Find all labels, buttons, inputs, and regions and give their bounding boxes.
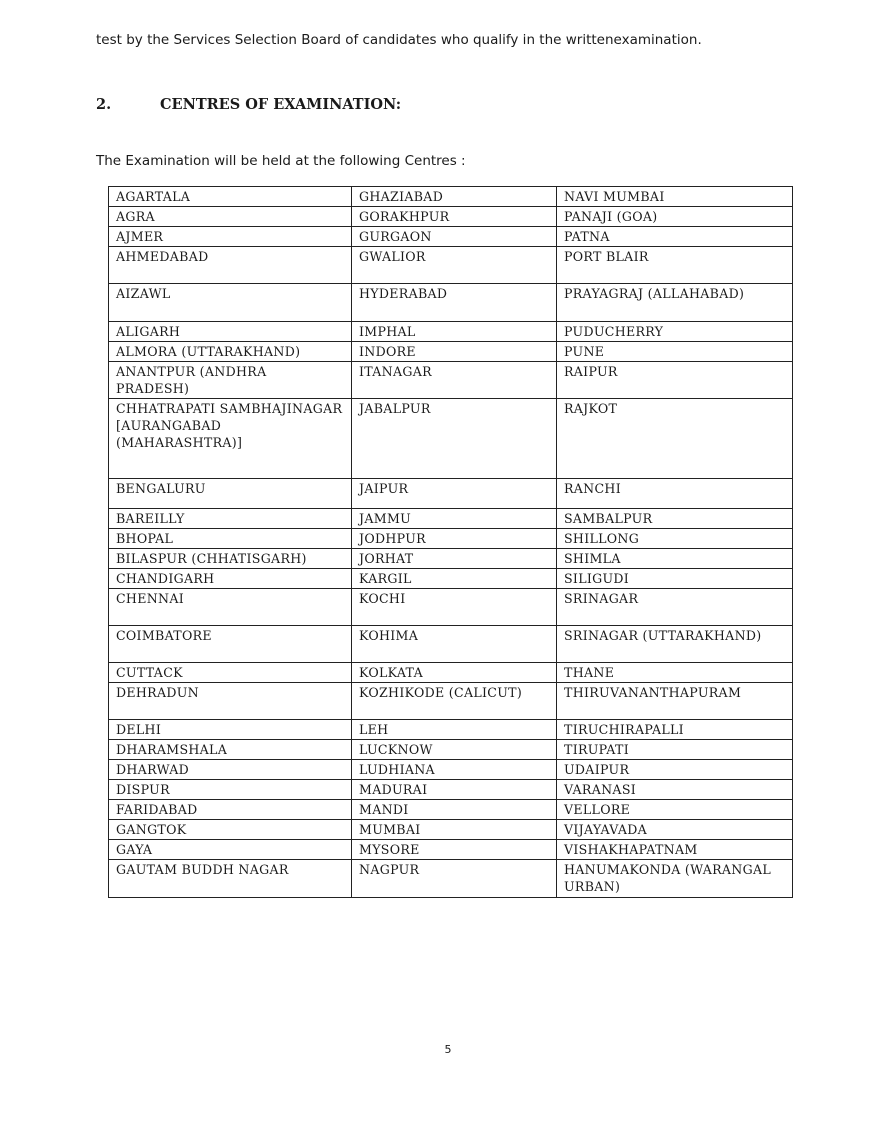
centre-cell: UDAIPUR	[557, 760, 793, 780]
lead-sentence: The Examination will be held at the following Centres :	[96, 153, 466, 169]
intro-paragraph: test by the Services Selection Board of candidates who qualify in the writtenexamination.	[96, 32, 702, 48]
table-row	[109, 509, 793, 529]
centre-cell: THIRUVANANTHAPURAM	[557, 683, 793, 720]
centre-cell: TIRUCHIRAPALLI	[557, 720, 793, 740]
centre-cell: ITANAGAR	[352, 362, 557, 399]
centre-cell: HANUMAKONDA (WARANGAL URBAN)	[557, 860, 793, 898]
centre-cell: NAGPUR	[352, 860, 557, 898]
centre-cell: KOZHIKODE (CALICUT)	[352, 683, 557, 720]
centre-cell: GAYA	[109, 840, 352, 860]
centre-cell: SAMBALPUR	[557, 509, 793, 529]
centre-cell: PUNE	[557, 342, 793, 362]
centre-cell: MUMBAI	[352, 820, 557, 840]
centre-cell: GURGAON	[352, 227, 557, 247]
table-row	[109, 840, 793, 860]
centre-cell: LUDHIANA	[352, 760, 557, 780]
table-row	[109, 589, 793, 626]
centre-cell: KOLKATA	[352, 663, 557, 683]
centre-cell: KARGIL	[352, 569, 557, 589]
centre-cell: ANANTPUR (ANDHRA PRADESH)	[109, 362, 352, 399]
table-row	[109, 780, 793, 800]
table-row	[109, 549, 793, 569]
centre-cell: CHENNAI	[109, 589, 352, 626]
centre-cell: PORT BLAIR	[557, 247, 793, 284]
centres-table	[108, 186, 793, 898]
table-row	[109, 800, 793, 820]
table-row	[109, 207, 793, 227]
centre-cell: GWALIOR	[352, 247, 557, 284]
table-row	[109, 626, 793, 663]
centre-cell: CHANDIGARH	[109, 569, 352, 589]
centre-cell: DHARAMSHALA	[109, 740, 352, 760]
table-row	[109, 720, 793, 740]
centre-cell: VELLORE	[557, 800, 793, 820]
centre-cell: TIRUPATI	[557, 740, 793, 760]
centre-cell: LUCKNOW	[352, 740, 557, 760]
table-row	[109, 740, 793, 760]
table-row	[109, 569, 793, 589]
centre-cell: BAREILLY	[109, 509, 352, 529]
centre-cell: GANGTOK	[109, 820, 352, 840]
centre-cell: RAJKOT	[557, 399, 793, 479]
table-row	[109, 322, 793, 342]
table-row	[109, 683, 793, 720]
section-number: 2.	[96, 96, 112, 113]
centre-cell: SHIMLA	[557, 549, 793, 569]
centre-cell: SRINAGAR (UTTARAKHAND)	[557, 626, 793, 663]
table-row	[109, 820, 793, 840]
centre-cell: BENGALURU	[109, 479, 352, 509]
table-row	[109, 227, 793, 247]
centre-cell: PANAJI (GOA)	[557, 207, 793, 227]
centre-cell: JORHAT	[352, 549, 557, 569]
centre-cell: AIZAWL	[109, 284, 352, 322]
centre-cell: LEH	[352, 720, 557, 740]
centre-cell: MANDI	[352, 800, 557, 820]
centre-cell: KOCHI	[352, 589, 557, 626]
centres-table-body	[109, 187, 793, 898]
section-title: CENTRES OF EXAMINATION:	[160, 96, 402, 113]
centre-cell: JABALPUR	[352, 399, 557, 479]
centre-cell: SHILLONG	[557, 529, 793, 549]
centre-cell: AGRA	[109, 207, 352, 227]
table-row	[109, 284, 793, 322]
table-row	[109, 399, 793, 479]
centre-cell: AGARTALA	[109, 187, 352, 207]
centre-cell: VARANASI	[557, 780, 793, 800]
centre-cell: NAVI MUMBAI	[557, 187, 793, 207]
centre-cell: INDORE	[352, 342, 557, 362]
centre-cell: GHAZIABAD	[352, 187, 557, 207]
table-row	[109, 760, 793, 780]
centre-cell: CUTTACK	[109, 663, 352, 683]
centre-cell: MYSORE	[352, 840, 557, 860]
centre-cell: JAIPUR	[352, 479, 557, 509]
centre-cell: JAMMU	[352, 509, 557, 529]
centre-cell: SRINAGAR	[557, 589, 793, 626]
table-row	[109, 362, 793, 399]
centre-cell: RANCHI	[557, 479, 793, 509]
table-row	[109, 187, 793, 207]
centre-cell: VISHAKHAPATNAM	[557, 840, 793, 860]
centre-cell: GORAKHPUR	[352, 207, 557, 227]
table-row	[109, 529, 793, 549]
table-row	[109, 342, 793, 362]
centre-cell: DEHRADUN	[109, 683, 352, 720]
centre-cell: HYDERABAD	[352, 284, 557, 322]
table-row	[109, 860, 793, 898]
centre-cell: AHMEDABAD	[109, 247, 352, 284]
centre-cell: SILIGUDI	[557, 569, 793, 589]
centre-cell: DHARWAD	[109, 760, 352, 780]
centre-cell: PUDUCHERRY	[557, 322, 793, 342]
centre-cell: GAUTAM BUDDH NAGAR	[109, 860, 352, 898]
section-heading	[96, 96, 401, 113]
centre-cell: JODHPUR	[352, 529, 557, 549]
centre-cell: PATNA	[557, 227, 793, 247]
table-row	[109, 479, 793, 509]
centre-cell: FARIDABAD	[109, 800, 352, 820]
centre-cell: PRAYAGRAJ (ALLAHABAD)	[557, 284, 793, 322]
centre-cell: RAIPUR	[557, 362, 793, 399]
page-number: 5	[444, 1043, 452, 1056]
table-row	[109, 663, 793, 683]
centre-cell: BILASPUR (CHHATISGARH)	[109, 549, 352, 569]
centre-cell: COIMBATORE	[109, 626, 352, 663]
centre-cell: ALIGARH	[109, 322, 352, 342]
centre-cell: VIJAYAVADA	[557, 820, 793, 840]
centre-cell: IMPHAL	[352, 322, 557, 342]
centre-cell: ALMORA (UTTARAKHAND)	[109, 342, 352, 362]
centre-cell: DELHI	[109, 720, 352, 740]
centre-cell: MADURAI	[352, 780, 557, 800]
centre-cell: BHOPAL	[109, 529, 352, 549]
centre-cell: KOHIMA	[352, 626, 557, 663]
centre-cell: CHHATRAPATI SAMBHAJINAGAR [AURANGABAD (MAHARASHTRA)]	[109, 399, 352, 479]
centre-cell: AJMER	[109, 227, 352, 247]
centre-cell: THANE	[557, 663, 793, 683]
centre-cell: DISPUR	[109, 780, 352, 800]
table-row	[109, 247, 793, 284]
